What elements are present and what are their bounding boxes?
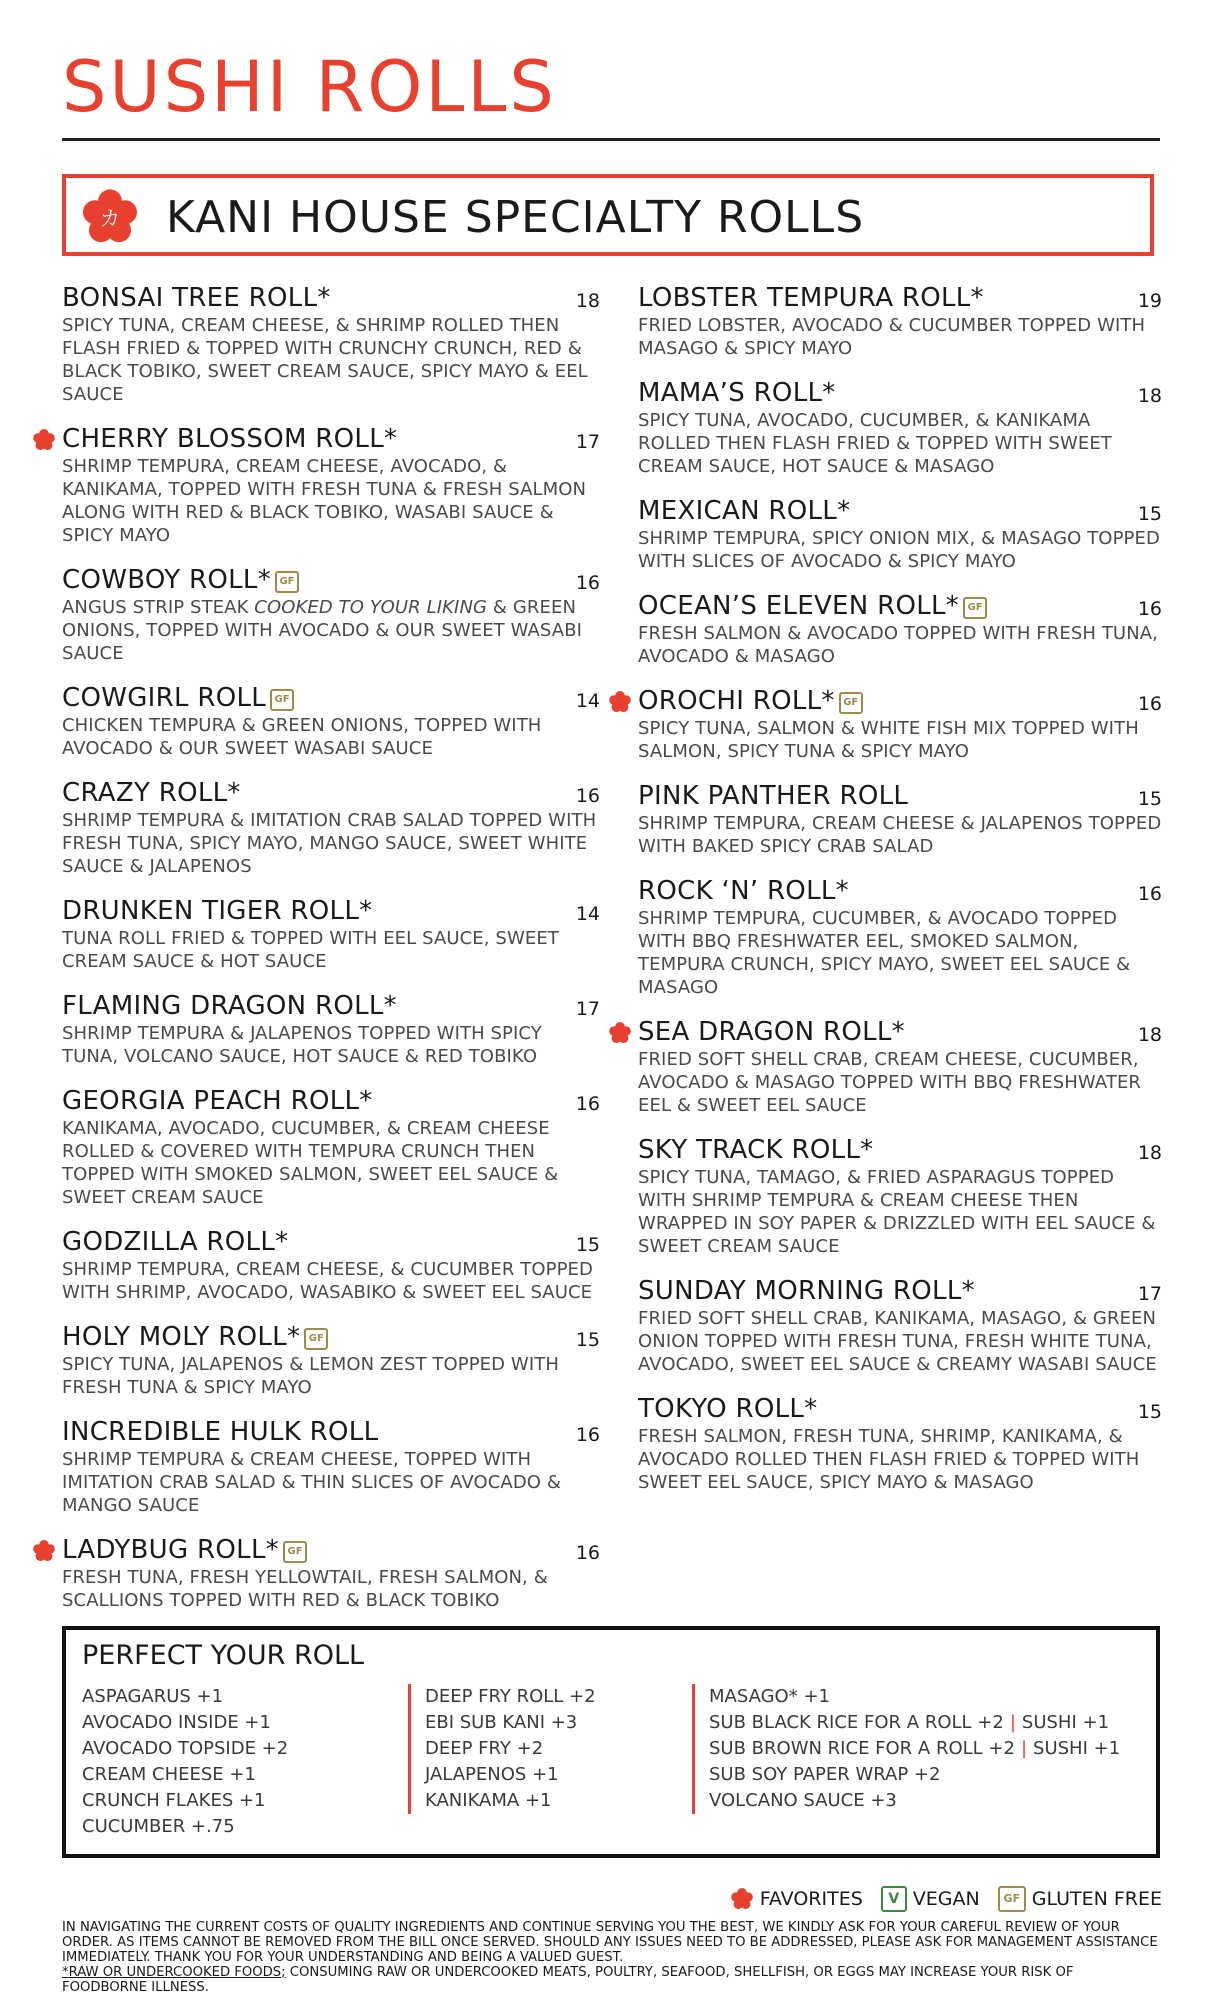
menu-item-description: SHRIMP TEMPURA, CREAM CHEESE, AVOCADO, & KANIKAMA, TOPPED WITH FRESH TUNA & FRESH SALMON ALONG WITH RED & BLACK TOBIKO, WASABI SAUCE & SPICY MAYO [62, 456, 587, 546]
menu-item [638, 590, 1162, 668]
menu-item [638, 495, 1162, 573]
menu-item-name: SEA DRAGON ROLL* [638, 1017, 905, 1047]
addon-item: MASAGO* +1 [709, 1686, 830, 1707]
addon-item: SUB BLACK RICE FOR A ROLL +2 | SUSHI +1 [709, 1712, 1110, 1733]
favorite-blossom-icon [608, 690, 632, 714]
menu-item-name: DRUNKEN TIGER ROLL* [62, 896, 373, 926]
menu-item-name: OROCHI ROLL* [638, 686, 835, 716]
menu-item [638, 1275, 1162, 1376]
legend-gluten-free: GF GLUTEN FREE [998, 1886, 1162, 1912]
menu-item-name: CRAZY ROLL* [62, 778, 241, 808]
menu-item-name: FLAMING DRAGON ROLL* [62, 991, 397, 1021]
menu-item-name: INCREDIBLE HULK ROLL [62, 1417, 379, 1447]
perfect-your-roll-box [62, 1626, 1160, 1858]
menu-item [62, 1321, 600, 1399]
menu-item-description: FRIED SOFT SHELL CRAB, CREAM CHEESE, CUCUMBER, AVOCADO & MASAGO TOPPED WITH BBQ FRESHWATER EEL & SWEET EEL SAUCE [638, 1049, 1142, 1116]
menu-item-name: LOBSTER TEMPURA ROLL* [638, 283, 984, 313]
menu-item-price: 14 [575, 903, 600, 925]
gluten-free-icon: GF [283, 1541, 307, 1563]
menu-item [638, 875, 1162, 999]
menu-item-price: 15 [575, 1329, 600, 1351]
addon-item: SUB BROWN RICE FOR A ROLL +2 | SUSHI +1 [709, 1738, 1121, 1759]
menu-item-name: SKY TRACK ROLL* [638, 1135, 874, 1165]
menu-item-description: SHRIMP TEMPURA & JALAPENOS TOPPED WITH SPICY TUNA, VOLCANO SAUCE, HOT SAUCE & RED TOBIKO [62, 1023, 542, 1067]
addon-item: AVOCADO TOPSIDE +2 [82, 1738, 289, 1759]
menu-item-price: 18 [575, 290, 600, 312]
vegan-icon: V [881, 1886, 907, 1912]
menu-item-name: OCEAN’S ELEVEN ROLL* [638, 591, 960, 621]
menu-item-description: FRESH SALMON & AVOCADO TOPPED WITH FRESH TUNA, AVOCADO & MASAGO [638, 623, 1158, 667]
menu-item-name: PINK PANTHER ROLL [638, 781, 909, 811]
menu-item-price: 14 [575, 690, 600, 712]
menu-item [62, 282, 600, 406]
addon-item: KANIKAMA +1 [425, 1790, 552, 1811]
menu-item [62, 423, 600, 547]
menu-item-price: 17 [575, 998, 600, 1020]
gluten-free-icon: GF [963, 597, 987, 619]
menu-column-left [62, 282, 600, 1629]
addon-item: AVOCADO INSIDE +1 [82, 1712, 271, 1733]
menu-item [62, 564, 600, 665]
addon-column-1 [82, 1684, 288, 1840]
perfect-your-roll-title: PERFECT YOUR ROLL [82, 1640, 365, 1671]
addon-item: SUB SOY PAPER WRAP +2 [709, 1764, 941, 1785]
favorite-blossom-icon [608, 1021, 632, 1045]
menu-item-description: SPICY TUNA, CREAM CHEESE, & SHRIMP ROLLED THEN FLASH FRIED & TOPPED WITH CRUNCHY CRUNCH, RED & BLACK TOBIKO, SWEET CREAM SAUCE, SPICY MAYO & EEL SAUCE [62, 315, 588, 405]
menu-item-name: TOKYO ROLL* [638, 1394, 818, 1424]
menu-column-right [638, 282, 1162, 1511]
legend [712, 1886, 1162, 1912]
favorite-blossom-icon [32, 428, 56, 452]
menu-item-price: 15 [1137, 788, 1162, 810]
addon-item: JALAPENOS +1 [425, 1764, 559, 1785]
addon-item: ASPAGARUS +1 [82, 1686, 224, 1707]
menu-item [62, 1085, 600, 1209]
menu-item-description: CHICKEN TEMPURA & GREEN ONIONS, TOPPED WITH AVOCADO & OUR SWEET WASABI SAUCE [62, 715, 542, 759]
addon-item: CUCUMBER +.75 [82, 1816, 235, 1837]
menu-item-description: FRIED LOBSTER, AVOCADO & CUCUMBER TOPPED WITH MASAGO & SPICY MAYO [638, 315, 1146, 359]
menu-item-price: 15 [575, 1234, 600, 1256]
addon-item: VOLCANO SAUCE +3 [709, 1790, 897, 1811]
menu-item [62, 682, 600, 760]
favorite-blossom-icon [32, 1539, 56, 1563]
title-divider [62, 138, 1160, 141]
menu-item [638, 1016, 1162, 1117]
menu-item-price: 16 [575, 1542, 600, 1564]
legend-favorites: FAVORITES [730, 1887, 863, 1911]
addon-item: DEEP FRY +2 [425, 1738, 544, 1759]
menu-item-description: SHRIMP TEMPURA & CREAM CHEESE, TOPPED WITH IMITATION CRAB SALAD & THIN SLICES OF AVOCADO & MANGO SAUCE [62, 1449, 562, 1516]
menu-item [638, 282, 1162, 360]
gluten-free-icon: GF [839, 692, 863, 714]
svg-text:カ: カ [99, 206, 121, 231]
menu-item [638, 780, 1162, 858]
menu-item-description: ANGUS STRIP STEAK COOKED TO YOUR LIKING & GREEN ONIONS, TOPPED WITH AVOCADO & OUR SWEET WASABI SAUCE [62, 597, 583, 664]
menu-item-description: SHRIMP TEMPURA & IMITATION CRAB SALAD TOPPED WITH FRESH TUNA, SPICY MAYO, MANGO SAUCE, SWEET WHITE SAUCE & JALAPENOS [62, 810, 597, 877]
menu-item-description: SHRIMP TEMPURA, CUCUMBER, & AVOCADO TOPPED WITH BBQ FRESHWATER EEL, SMOKED SALMON, TEMPURA CRUNCH, SPICY MAYO, SWEET EEL SAUCE & MASAGO [638, 908, 1131, 998]
gluten-free-icon: GF [275, 571, 299, 593]
menu-item-price: 17 [1137, 1283, 1162, 1305]
menu-item [62, 990, 600, 1068]
menu-item-price: 17 [575, 431, 600, 453]
menu-item [638, 1134, 1162, 1258]
menu-item-price: 16 [575, 1093, 600, 1115]
page-title: SUSHI ROLLS [62, 46, 557, 128]
menu-item [638, 1393, 1162, 1494]
menu-item-price: 16 [1137, 598, 1162, 620]
menu-item [62, 1416, 600, 1517]
menu-item-description: KANIKAMA, AVOCADO, CUCUMBER, & CREAM CHEESE ROLLED & COVERED WITH TEMPURA CRUNCH THEN TOPPED WITH SMOKED SALMON, SWEET EEL SAUCE & SWEET CREAM SAUCE [62, 1118, 559, 1208]
menu-item [62, 895, 600, 973]
menu-item-name: GODZILLA ROLL* [62, 1227, 289, 1257]
menu-item-price: 16 [575, 785, 600, 807]
menu-item-price: 19 [1137, 290, 1162, 312]
menu-item-description: SHRIMP TEMPURA, CREAM CHEESE, & CUCUMBER TOPPED WITH SHRIMP, AVOCADO, WASABIKO & SWEET EEL SAUCE [62, 1259, 593, 1303]
menu-item-description: SPICY TUNA, JALAPENOS & LEMON ZEST TOPPED WITH FRESH TUNA & SPICY MAYO [62, 1354, 559, 1398]
menu-item-name: HOLY MOLY ROLL* [62, 1322, 301, 1352]
menu-item [638, 377, 1162, 478]
addon-column-3 [692, 1684, 1120, 1814]
menu-item-name: COWBOY ROLL* [62, 565, 271, 595]
addon-item: DEEP FRY ROLL +2 [425, 1686, 596, 1707]
menu-item [62, 1226, 600, 1304]
addon-item: CREAM CHEESE +1 [82, 1764, 256, 1785]
menu-item-price: 18 [1137, 1142, 1162, 1164]
menu-item [638, 685, 1162, 763]
menu-item-price: 16 [575, 1424, 600, 1446]
addon-column-2 [408, 1684, 596, 1814]
gluten-free-icon: GF [304, 1328, 328, 1350]
section-header [62, 174, 1154, 256]
menu-item [62, 777, 600, 878]
menu-item-description: SHRIMP TEMPURA, SPICY ONION MIX, & MASAGO TOPPED WITH SLICES OF AVOCADO & SPICY MAYO [638, 528, 1160, 572]
menu-item-description: SPICY TUNA, AVOCADO, CUCUMBER, & KANIKAMA ROLLED THEN FLASH FRIED & TOPPED WITH SWEET CREAM SAUCE, HOT SAUCE & MASAGO [638, 410, 1112, 477]
gluten-free-icon: GF [270, 689, 294, 711]
menu-item-name: CHERRY BLOSSOM ROLL* [62, 424, 398, 454]
menu-item-price: 16 [1137, 883, 1162, 905]
addon-item: CRUNCH FLAKES +1 [82, 1790, 266, 1811]
menu-item-price: 16 [575, 572, 600, 594]
menu-item-price: 18 [1137, 385, 1162, 407]
menu-item-price: 16 [1137, 693, 1162, 715]
menu-item-name: GEORGIA PEACH ROLL* [62, 1086, 373, 1116]
menu-item-name: BONSAI TREE ROLL* [62, 283, 331, 313]
menu-item-name: MAMA’S ROLL* [638, 378, 836, 408]
legend-vegan: V VEGAN [881, 1886, 980, 1912]
menu-item-price: 15 [1137, 1401, 1162, 1423]
addon-item: EBI SUB KANI +3 [425, 1712, 578, 1733]
menu-item-price: 15 [1137, 503, 1162, 525]
menu-item-price: 18 [1137, 1024, 1162, 1046]
gluten-free-icon: GF [998, 1886, 1026, 1912]
menu-item-description: TUNA ROLL FRIED & TOPPED WITH EEL SAUCE, SWEET CREAM SAUCE & HOT SAUCE [62, 928, 559, 972]
disclaimer: IN NAVIGATING THE CURRENT COSTS OF QUALITY INGREDIENTS AND CONTINUE SERVING YOU THE BEST, WE KINDLY ASK FOR YOUR CAREFUL REVIEW OF YOUR ORDER. AS ITEMS CANNOT BE REMOVED FROM THE BILL ONCE SERVED. SHOULD ANY ISSUES NEED TO BE ADDRESSED, PLEASE ASK FOR MANAGEMENT ASSISTANCE IMMEDIATELY. THANK YOU FOR YOUR UNDERSTANDING AND BEING A VALUED GUEST. *RAW OR UNDERCOOKED FOODS; CONSUMING RAW OR UNDERCOOKED MEATS, POULTRY, SEAFOOD, SHELLFISH, OR EGGS MAY INCREASE YOUR RISK OF FOODBORNE ILLNESS. [62, 1920, 1158, 1995]
menu-item-name: ROCK ‘N’ ROLL* [638, 876, 849, 906]
favorite-blossom-icon [730, 1887, 754, 1911]
kani-blossom-logo-icon [80, 187, 140, 247]
menu-item [62, 1534, 600, 1612]
menu-item-name: SUNDAY MORNING ROLL* [638, 1276, 975, 1306]
menu-item-description: SPICY TUNA, SALMON & WHITE FISH MIX TOPPED WITH SALMON, SPICY TUNA & SPICY MAYO [638, 718, 1139, 762]
menu-item-description: FRESH TUNA, FRESH YELLOWTAIL, FRESH SALMON, & SCALLIONS TOPPED WITH RED & BLACK TOBIKO [62, 1567, 548, 1611]
menu-item-name: LADYBUG ROLL* [62, 1535, 280, 1565]
menu-item-name: COWGIRL ROLL [62, 683, 267, 713]
menu-item-name: MEXICAN ROLL* [638, 496, 851, 526]
menu-item-description: FRESH SALMON, FRESH TUNA, SHRIMP, KANIKAMA, & AVOCADO ROLLED THEN FLASH FRIED & TOPPED WITH SWEET EEL SAUCE, SPICY MAYO & MASAGO [638, 1426, 1140, 1493]
menu-item-description: FRIED SOFT SHELL CRAB, KANIKAMA, MASAGO, & GREEN ONION TOPPED WITH FRESH TUNA, FRESH WHITE TUNA, AVOCADO, SWEET EEL SAUCE & CREAMY WASABI SAUCE [638, 1308, 1157, 1375]
menu-item-description: SHRIMP TEMPURA, CREAM CHEESE & JALAPENOS TOPPED WITH BAKED SPICY CRAB SALAD [638, 813, 1162, 857]
menu-item-description: SPICY TUNA, TAMAGO, & FRIED ASPARAGUS TOPPED WITH SHRIMP TEMPURA & CREAM CHEESE THEN WRAPPED IN SOY PAPER & DRIZZLED WITH EEL SAUCE & SWEET CREAM SAUCE [638, 1167, 1156, 1257]
section-title: KANI HOUSE SPECIALTY ROLLS [166, 192, 865, 243]
